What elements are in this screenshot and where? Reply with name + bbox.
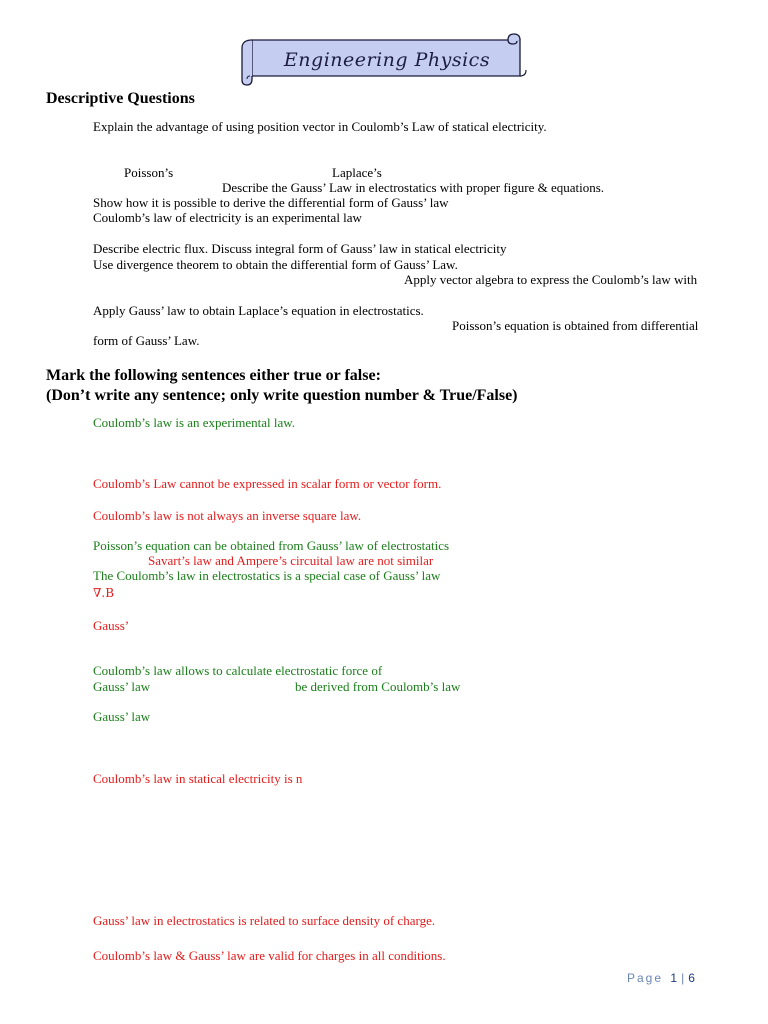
tf-statement: Gauss’ law [93,679,151,694]
tf-statement-divergence-b: ∇.B [93,586,115,600]
title-banner [238,32,528,86]
tf-statement: Gauss’ law [93,709,151,724]
descriptive-question: Poisson’s equation is obtained from differential [452,318,699,333]
tf-statement: Coulomb’s law is an experimental law. [93,415,296,430]
page-footer [627,971,695,985]
true-false-instruction: (Don’t write any sentence; only write question number & True/False) [46,387,518,404]
descriptive-question: Show how it is possible to derive the differential form of Gauss’ law [93,195,449,210]
page-total: 6 [688,971,695,985]
page-number: 1 [670,971,678,985]
descriptive-question: Coulomb’s law of electricity is an experimental law [93,210,362,225]
true-false-heading: Mark the following sentences either true or false: [46,367,381,384]
descriptive-fragment: Poisson’s [124,165,174,180]
tf-statement: be derived from Coulomb’s law [295,679,461,694]
tf-statement: Coulomb’s law & Gauss’ law are valid for charges in all conditions. [93,948,446,963]
tf-statement: Gauss’ [93,618,130,633]
descriptive-question: Apply vector algebra to express the Coulomb’s law with [404,272,698,287]
tf-statement: Coulomb’s law in statical electricity is n [93,771,303,786]
descriptive-question: Use divergence theorem to obtain the differential form of Gauss’ Law. [93,257,458,272]
document-title: Engineering Physics [283,49,491,71]
tf-statement: Coulomb’s Law cannot be expressed in scalar form or vector form. [93,476,442,491]
descriptive-questions-heading: Descriptive Questions [46,90,195,107]
descriptive-question: Describe the Gauss’ Law in electrostatics with proper figure & equations. [222,180,605,195]
descriptive-question: Explain the advantage of using position vector in Coulomb’s Law of statical electricity. [93,119,547,134]
tf-statement: Poisson’s equation can be obtained from Gauss’ law of electrostatics [93,538,450,553]
descriptive-question: form of Gauss’ Law. [93,333,200,348]
tf-statement: Coulomb’s law is not always an inverse square law. [93,508,362,523]
tf-statement: Gauss’ law in electrostatics is related to surface density of charge. [93,913,436,928]
descriptive-fragment: Laplace’s [332,165,382,180]
page-label: Page [627,971,664,985]
page-separator: | [681,971,685,985]
descriptive-question: Apply Gauss’ law to obtain Laplace’s equation in electrostatics. [93,303,424,318]
descriptive-question: Describe electric flux. Discuss integral form of Gauss’ law in statical electricity [93,241,507,256]
tf-statement: Savart’s law and Ampere’s circuital law are not similar [148,553,434,568]
tf-statement: The Coulomb’s law in electrostatics is a special case of Gauss’ law [93,568,441,583]
tf-statement: Coulomb’s law allows to calculate electrostatic force of [93,663,383,678]
